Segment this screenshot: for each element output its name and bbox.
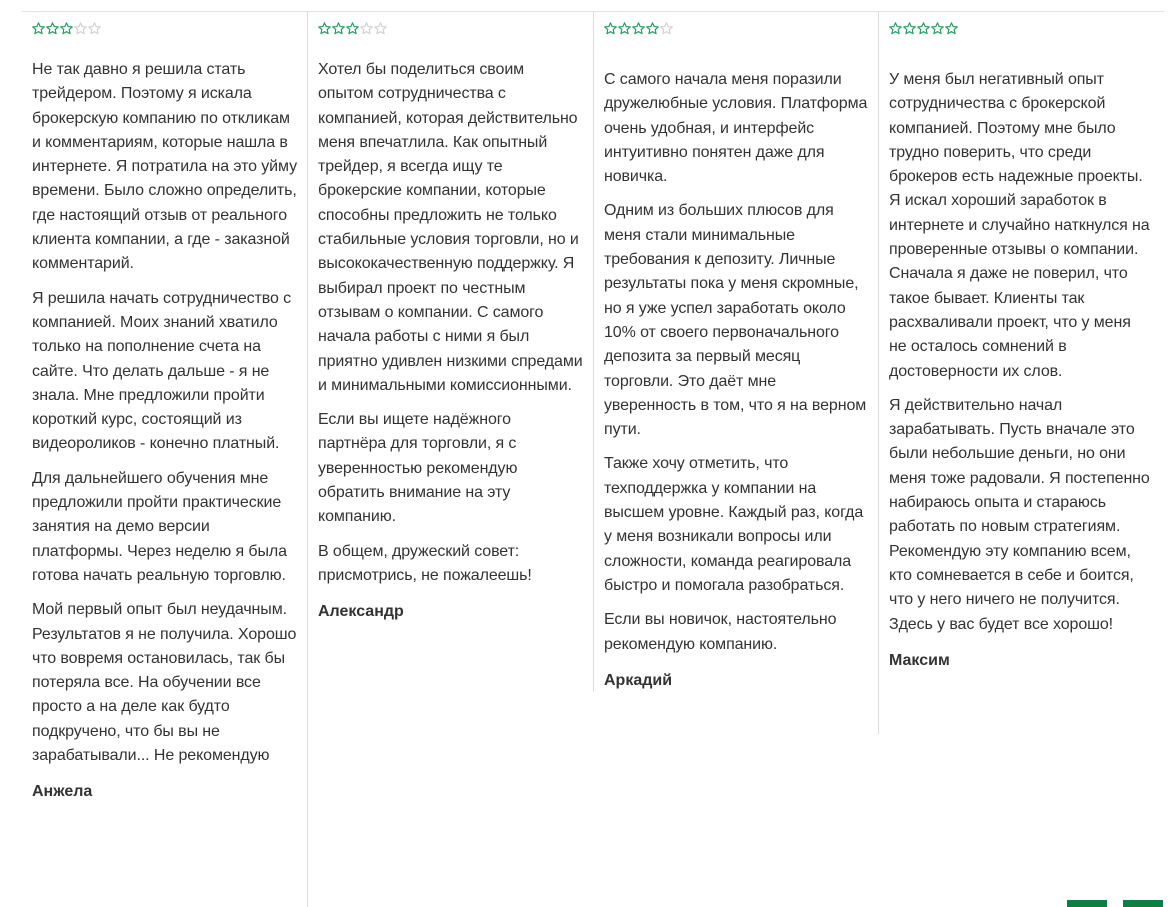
star-filled-icon — [32, 22, 45, 35]
star-empty-icon — [374, 22, 387, 35]
star-filled-icon — [889, 22, 902, 35]
carousel-prev-button[interactable] — [1067, 900, 1107, 907]
review-paragraph: В общем, дружеский совет: присмотрись, не пожалеешь! — [318, 542, 532, 584]
star-empty-icon — [660, 22, 673, 35]
star-filled-icon — [604, 22, 617, 35]
review-paragraph: Если вы новичок, настоятельно рекомендую компанию. — [604, 611, 837, 653]
review-paragraph: Я решила начать сотрудничество с компанией. Моих знаний хватило только на пополнение счета на сайте. Что делать дальше - я не знала. Мне предложили пройти короткий курс, состоящий из видеороликов - конечно платный. — [32, 289, 292, 453]
star-filled-icon — [903, 22, 916, 35]
star-empty-icon — [88, 22, 101, 35]
rating-stars — [604, 21, 868, 35]
review-author: Аркадий — [604, 671, 673, 689]
star-filled-icon — [931, 22, 944, 35]
rating-stars — [318, 21, 583, 35]
review-paragraph: Если вы ищете надёжного партнёра для торговли, я с уверенностью рекомендую обратить внимание на эту компанию. — [318, 411, 518, 526]
star-filled-icon — [318, 22, 331, 35]
review-author: Анжела — [32, 783, 93, 801]
review-card — [308, 12, 593, 621]
star-empty-icon — [74, 22, 87, 35]
review-card — [878, 12, 1162, 734]
star-filled-icon — [945, 22, 958, 35]
star-filled-icon — [332, 22, 345, 35]
star-filled-icon — [346, 22, 359, 35]
review-author: Александр — [318, 603, 404, 621]
rating-stars — [889, 21, 1152, 35]
review-paragraph: Для дальнейшего обучения мне предложили пройти практические занятия на демо версии платформы. Через неделю я была готова начать реальную торговлю. — [32, 469, 287, 584]
review-paragraph: С самого начала меня поразили дружелюбные условия. Платформа очень удобная, и интерфейс интуитивно понятен даже для новичка. — [604, 71, 868, 186]
review-card — [593, 12, 878, 692]
review-paragraph: Одним из больших плюсов для меня стали минимальные требования к депозиту. Личные результаты пока у меня скромные, но я уже успел заработать около 10% от своего первоначального депозита за первый месяц торговли. Это даёт мне уверенность в том, что я на верном пути. — [604, 202, 867, 439]
star-empty-icon — [360, 22, 373, 35]
star-filled-icon — [917, 22, 930, 35]
review-paragraph: У меня был негативный опыт сотрудничества с брокерской компанией. Поэтому мне было трудно поверить, что среди брокеров есть надежные проекты. Я искал хороший заработок в интернете и случайно наткнулся на проверенные отзывы о компании. Сначала я даже не поверил, что такое бывает. Клиенты так расхваливали проект, что у меня не осталось сомнений в достоверности их слов. — [889, 71, 1150, 380]
review-paragraph: Хотел бы поделиться своим опытом сотрудничества с компанией, которая действительно меня впечатлила. Как опытный трейдер, я всегда ищу те брокерские компании, которые способны предложить не только стабильные условия торговли, но и высококачественную поддержку. Я выбирал проект по честным отзывам о компании. С самого начала работы с ними я был приятно удивлен низкими спредами и минимальными комиссионными. — [318, 61, 583, 394]
star-filled-icon — [60, 22, 73, 35]
review-paragraph: Я действительно начал зарабатывать. Пусть вначале это были небольшие деньги, но они меня тоже радовали. Я постепенно набираюсь опыта и стараюсь работать по новым стратегиям. Рекомендую эту компанию всем, кто сомневается в себе и боится, что у него ничего не получится. Здесь у вас будет все хорошо! — [889, 396, 1150, 633]
review-paragraph: Мой первый опыт был неудачным. Результатов я не получила. Хорошо что вовремя остановилась, так бы потеряла все. На обучении все просто а на деле как будто подкручено, что бы вы не зарабатывали... Не рекомендую — [32, 601, 297, 765]
star-filled-icon — [646, 22, 659, 35]
review-card — [22, 12, 308, 907]
star-filled-icon — [618, 22, 631, 35]
rating-stars — [32, 21, 297, 35]
review-paragraph: Не так давно я решила стать трейдером. Поэтому я искала брокерскую компанию по откликам и комментариям, которые нашла в интернете. Я потратила на это уйму времени. Было сложно определить, где настоящий отзыв от реального клиента компании, а где - заказной комментарий. — [32, 61, 297, 273]
review-author: Максим — [889, 651, 950, 669]
review-paragraph: Также хочу отметить, что техподдержка у компании на высшем уровне. Каждый раз, когда у меня возникали вопросы или сложности, команда реагировала быстро и помогала разобраться. — [604, 455, 864, 594]
star-filled-icon — [632, 22, 645, 35]
star-filled-icon — [46, 22, 59, 35]
carousel-next-button[interactable] — [1123, 900, 1163, 907]
